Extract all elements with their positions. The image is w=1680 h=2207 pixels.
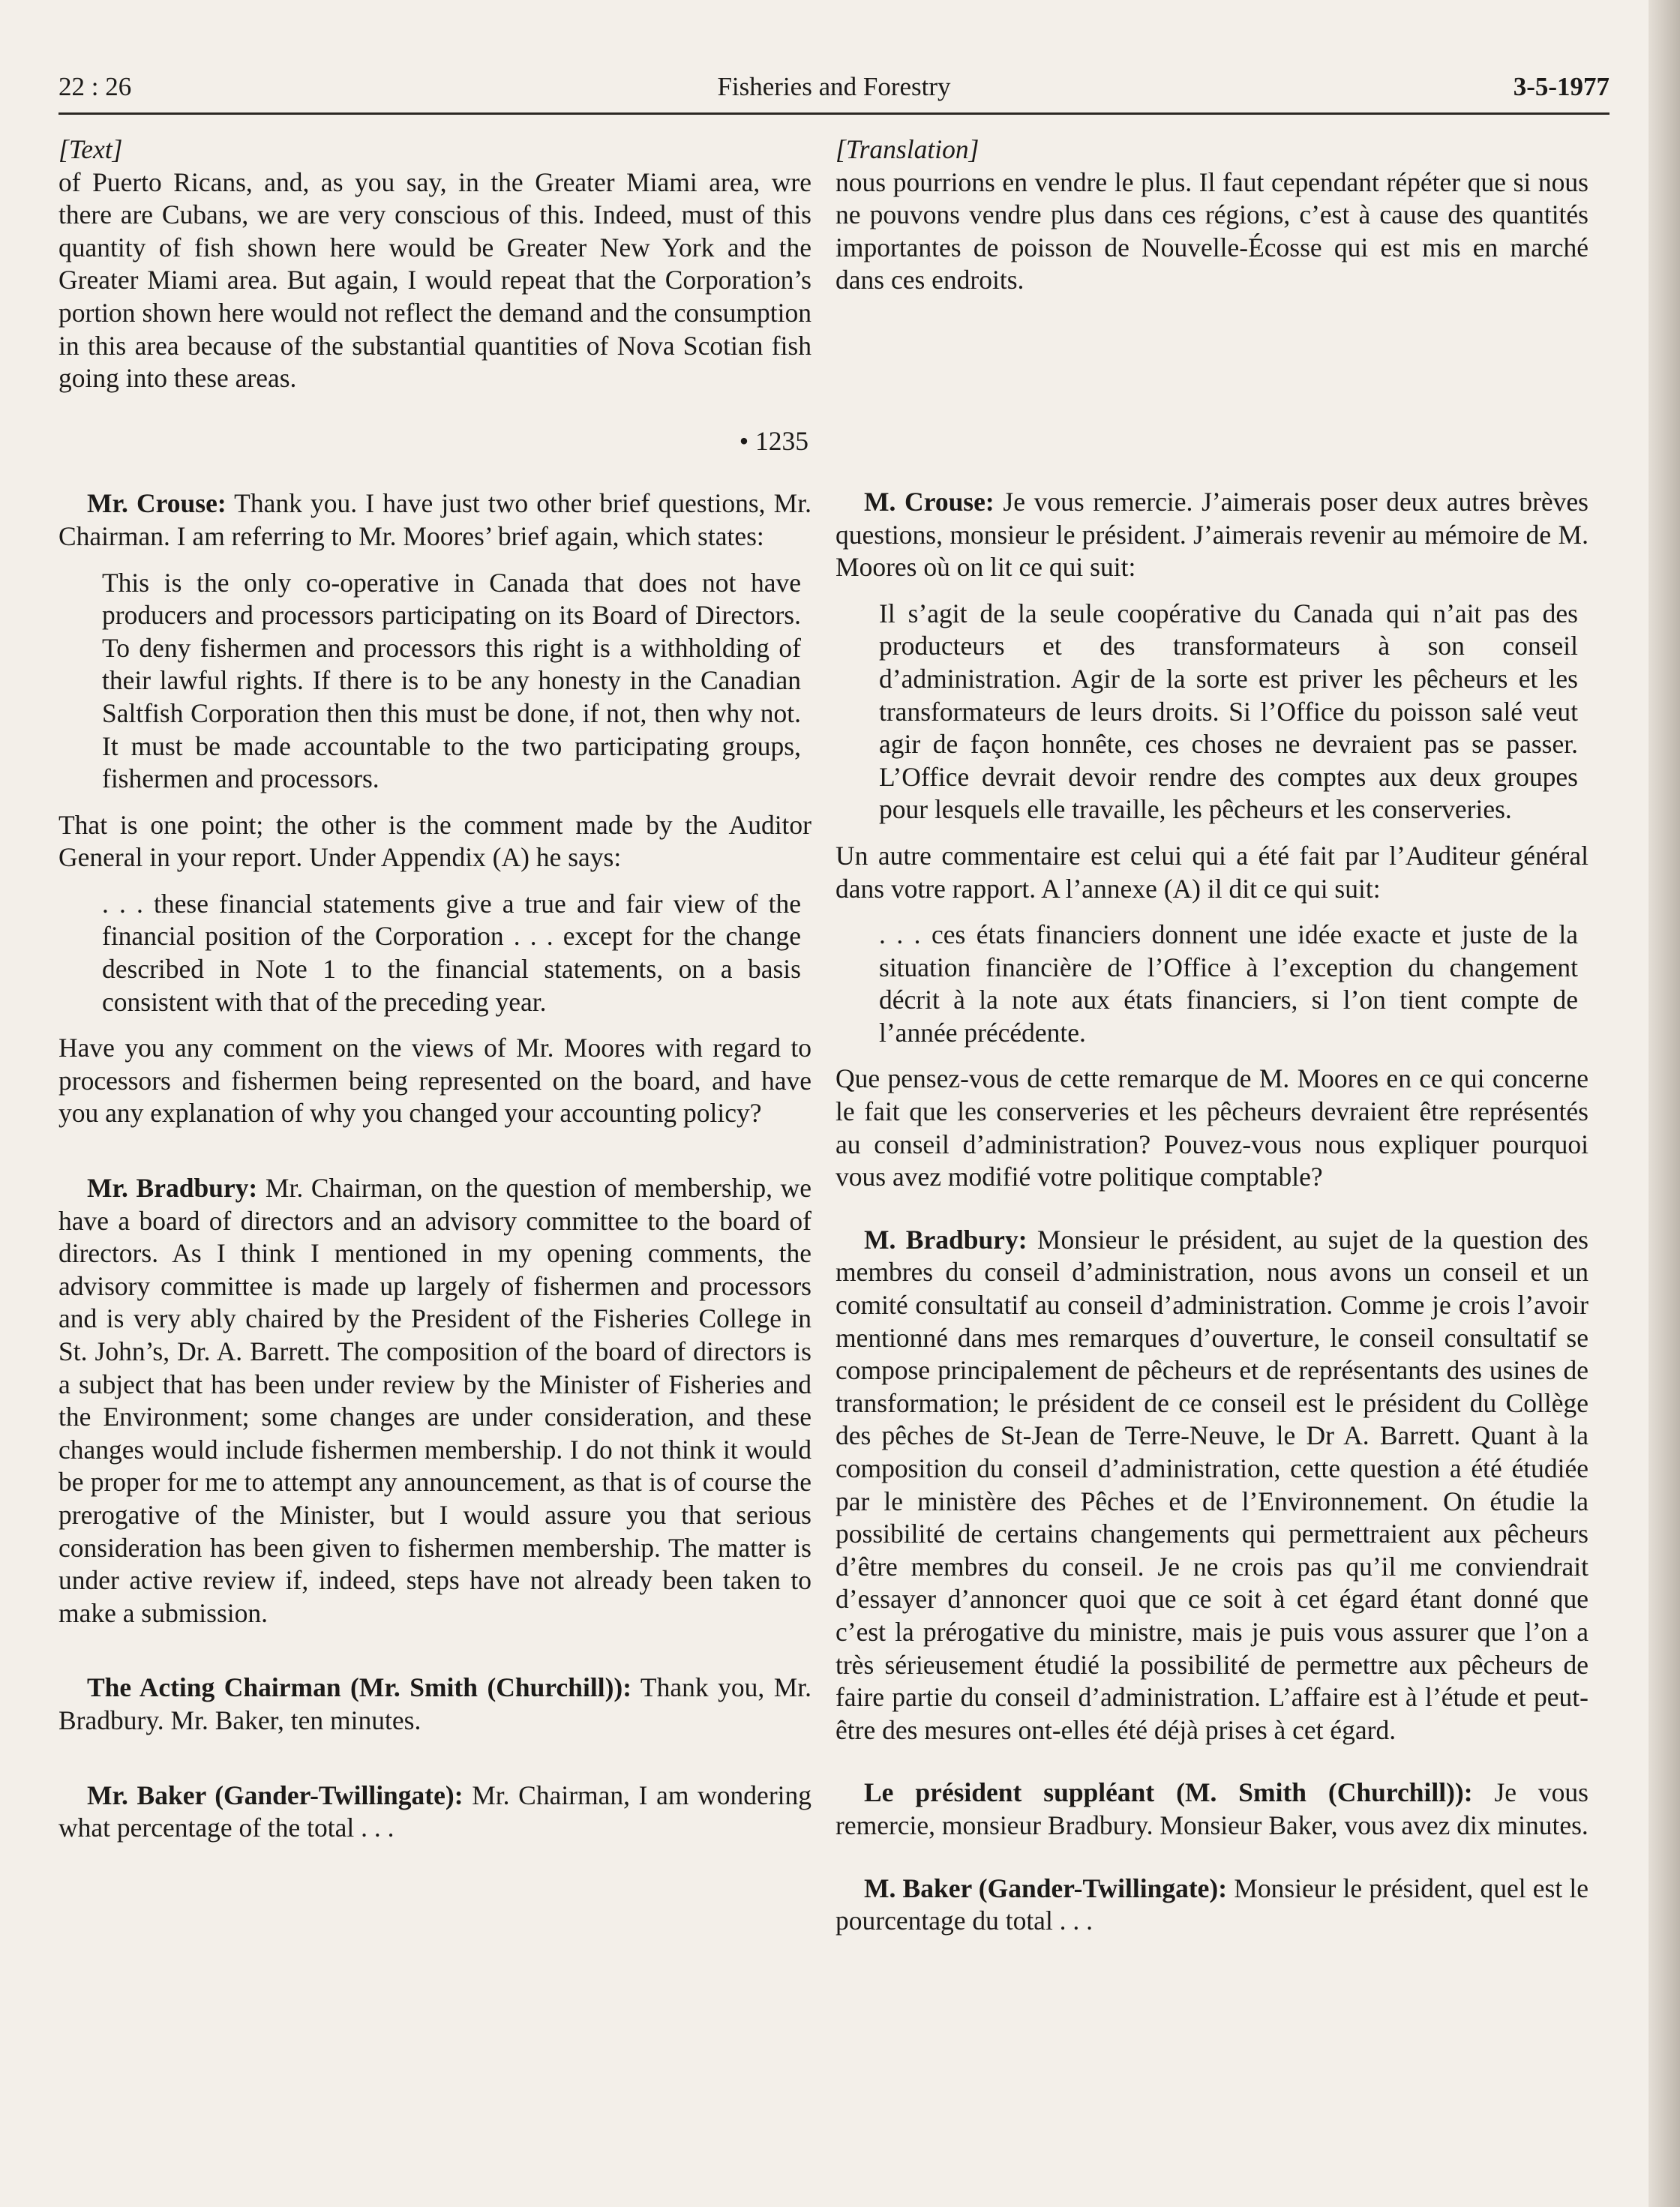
speaker-name: Mr. Bradbury: — [87, 1173, 258, 1204]
speaker-name: The Acting Chairman (Mr. Smith (Churchill)): — [87, 1672, 632, 1703]
speech-text: Mr. Chairman, on the question of membership, we have a board of directors and an advisory committee to the board of directors. As I think I mentioned in my opening comments, the advisory committee is made up largely of fishermen and processors and is very ably chaired by the President of the Fisheries College in St. John’s, Dr. A. Barrett. The composition of the board of directors is a subject that has been under review by the Minister of Fisheries and the Environment; some changes are under consideration, and these changes would include fishermen membership. I do not think it would be proper for me to attempt any announcement, as that is of course the prerogative of the Minister, but I would assure you that serious consideration has been given to fishermen membership. The matter is under active review if, indeed, steps have not already been taken to make a submission. — [58, 1173, 812, 1628]
speaker-name: M. Crouse: — [864, 486, 994, 517]
speech-text: Monsieur le président, au sujet de la question des membres du conseil d’administration, nous avons un conseil et un comité consultatif au conseil d’administration. Comme je crois l’avoir mentionné dans mes remarques d’ouverture, le conseil consultatif se compose principalement de pêcheurs et de représentants des usines de transformation; le président de ce conseil est le président du Collège des pêches de St-Jean de Terre-Neuve, le Dr A. Barrett. Quant à la composition du conseil d’administration, cette question a été étudiée par le ministère des Pêches et de l’Environnement. On étudie la possibilité de certains changements qui permettraient aux pêcheurs d’être membres du conseil. Je ne crois pas qu’il me conviendrait d’essayer d’annoncer quoi que ce soit à cet égard étant donné que c’est la prérogative du ministre, mais je puis vous assurer que l’on a très sérieusement étudié la possibilité de permettre aux pêcheurs de faire partie du conseil d’administration. L’affaire est à l’étude et peut-être des mesures ont-elles été déjà prises à cet égard. — [836, 1224, 1588, 1745]
chair-speech — [58, 1672, 812, 1737]
follow-paragraph: That is one point; the other is the comment made by the Auditor General in your report. Under Appendix (A) he says: — [58, 809, 812, 873]
page-number: 22 : 26 — [58, 72, 132, 101]
time-marker: • 1235 — [739, 425, 808, 456]
speaker-name: M. Bradbury: — [864, 1224, 1028, 1255]
french-column — [836, 133, 1588, 1938]
speaker-name: Mr. Baker (Gander-Twillingate): — [87, 1780, 464, 1810]
speech-text: Monsieur le président, quel est le pourcentage du total . . . — [836, 1873, 1588, 1936]
follow-paragraph: Que pensez-vous de cette remarque de M. Moores en ce qui concerne le fait que les conserveries et les pêcheurs devraient être représentés au conseil d’administration? Pouvez-vous nous expliquer pourquoi vous avez modifié votre politique comptable? — [836, 1063, 1588, 1192]
page-header — [58, 72, 1610, 114]
speech-text: Mr. Chairman, I am wondering what percentage of the total . . . — [58, 1780, 812, 1843]
follow-paragraph: Un autre commentaire est celui qui a été fait par l’Auditeur général dans votre rapport. A l’annexe (A) il dit ce qui suit: — [836, 840, 1588, 904]
text-tag: [Text] — [58, 134, 123, 164]
baker-speech — [58, 1780, 812, 1845]
follow-paragraph: Have you any comment on the views of Mr. Moores with regard to processors and fishermen being represented on the board, and have you any explanation of why you changed your accounting policy? — [58, 1033, 812, 1129]
crouse-speech — [836, 486, 1588, 584]
continued-paragraph: of Puerto Ricans, and, as you say, in the Greater Miami area, wre there are Cubans, we are very conscious of this. Indeed, must of this quantity of fish shown here would be Greater New York and the Greater Miami area. But again, I would repeat that the Corporation’s portion shown here would not reflect the demand and the consumption in this area because of the substantial quantities of Nova Scotian fish going into these areas. — [58, 166, 812, 394]
speaker-name: Mr. Crouse: — [87, 488, 226, 519]
continued-paragraph: nous pourrions en vendre le plus. Il faut cependant répéter que si nous ne pouvons vendre plus dans ces régions, c’est à cause des quantités importantes de poisson de Nouvelle-Écosse qui est mis en marché dans ces endroits. — [836, 166, 1588, 295]
running-title: Fisheries and Forestry — [717, 72, 951, 101]
header-rule — [58, 112, 1610, 115]
speech-text: Thank you, Mr. Bradbury. Mr. Baker, ten minutes. — [58, 1672, 812, 1735]
page-edge — [1648, 0, 1680, 2207]
english-column — [58, 133, 812, 1845]
speaker-name: M. Baker (Gander-Twillingate): — [864, 1873, 1228, 1903]
translation-tag: [Translation] — [836, 134, 980, 164]
block-quote: This is the only co-operative in Canada that does not have producers and processors participating on its Board of Directors. To deny fishermen and processors this right is a withholding of their lawful rights. If there is to be any honesty in the Canadian Saltfish Corporation then this must be done, if not, then why not. It must be made accountable to the two participating groups, fishermen and processors. — [102, 567, 801, 794]
speech-text: Je vous remercie, monsieur Bradbury. Monsieur Baker, vous avez dix minutes. — [836, 1777, 1588, 1840]
baker-speech — [836, 1873, 1588, 1938]
page-date: 3-5-1977 — [1513, 72, 1610, 101]
bradbury-speech — [836, 1224, 1588, 1747]
bradbury-speech — [58, 1172, 812, 1630]
block-quote: Il s’agit de la seule coopérative du Canada qui n’ait pas des producteurs et des transformateurs à son conseil d’administration. Agir de la sorte est priver les pêcheurs et les transformateurs de leurs droits. Si l’Office du poisson salé veut agir de façon honnête, ces choses ne devraient pas se passer. L’Office devrait devoir rendre des comptes aux deux groupes pour lesquels elle travaille, les pêcheurs et les conserveries. — [879, 598, 1578, 825]
speech-text: Je vous remercie. J’aimerais poser deux autres brèves questions, monsieur le président. J’aimerais revenir au mémoire de M. Moores où on lit ce qui suit: — [836, 486, 1588, 583]
block-quote: . . . these financial statements give a true and fair view of the financial position of the Corporation . . . except for the change described in Note 1 to the financial statements, on a basis consistent with that of the preceding year. — [102, 888, 801, 1017]
block-quote: . . . ces états financiers donnent une idée exacte et juste de la situation financière de l’Office à l’exception du changement décrit à la note aux états financiers, si l’on tient compte de l’année précédente. — [879, 919, 1578, 1048]
speech-text: Thank you. I have just two other brief questions, Mr. Chairman. I am referring to Mr. Moores’ brief again, which states: — [58, 488, 812, 551]
crouse-speech — [58, 487, 812, 553]
speaker-name: Le président suppléant (M. Smith (Churchill)): — [864, 1777, 1473, 1808]
chair-speech — [836, 1777, 1588, 1842]
